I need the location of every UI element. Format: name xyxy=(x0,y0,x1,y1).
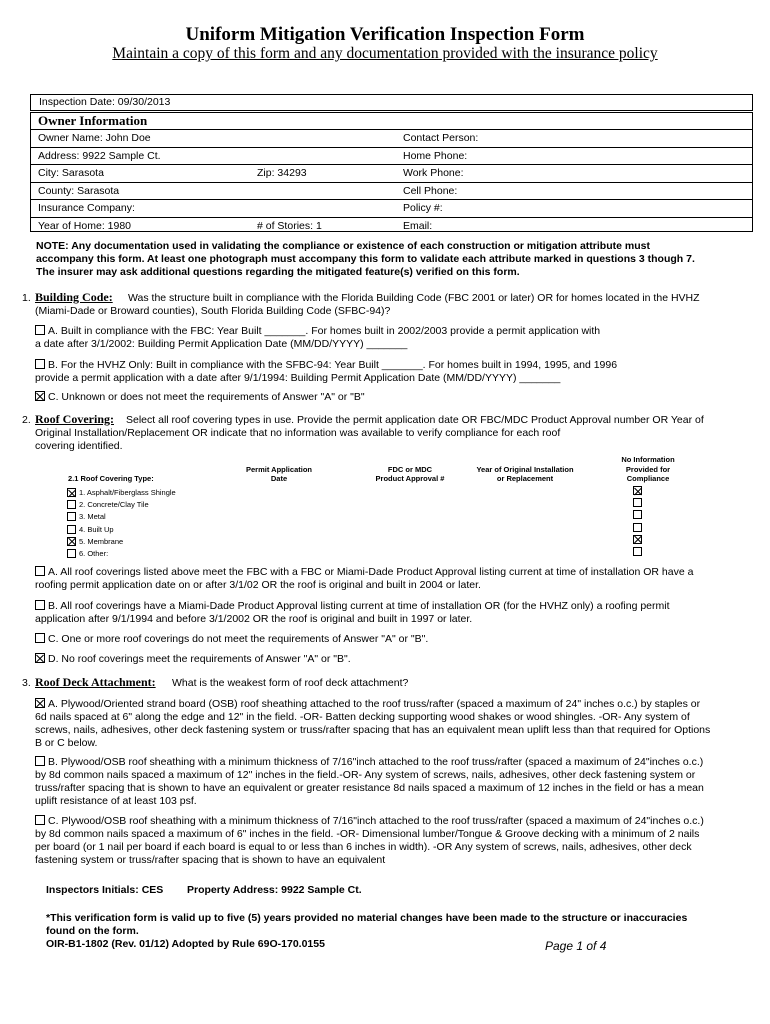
noinfo-header: No Information xyxy=(621,455,675,464)
q2-d-label: D. No roof coverings meet the requirements of Answer "A" or "B". xyxy=(48,653,351,665)
note-line: accompany this form. At least one photograph must accompany this form to validate each attribute marked in questions 3 though 7. xyxy=(36,253,695,265)
inspection-date: Inspection Date: 09/30/2013 xyxy=(39,96,171,108)
owner-row xyxy=(31,218,752,235)
policy-field[interactable]: Policy #: xyxy=(403,202,443,214)
form-subtitle: Maintain a copy of this form and any documentation provided with the insurance policy xyxy=(112,45,658,62)
q3-text: What is the weakest form of roof deck attachment? xyxy=(172,677,409,689)
roof-type-checkbox[interactable] xyxy=(67,525,76,534)
q2-text: covering identified. xyxy=(35,440,123,452)
q3-c-checkbox[interactable] xyxy=(35,815,45,825)
q2-text: Original Installation/Replacement OR indicate that no information was available to verify compliance for each roof xyxy=(35,427,561,439)
q1-a-label: A. Built in compliance with the FBC: Year Built _______. For homes built in 2002/2003 provide a permit application with xyxy=(48,325,601,337)
roof-type-label: 2. Concrete/Clay Tile xyxy=(79,500,149,510)
owner-information-table xyxy=(30,112,753,232)
q3-b-checkbox[interactable] xyxy=(35,756,45,766)
inspection-date-box xyxy=(30,94,753,111)
no-information-checkbox[interactable] xyxy=(633,510,642,519)
roof-type-checkbox[interactable] xyxy=(67,488,76,497)
no-information-checkbox[interactable] xyxy=(633,547,642,556)
q2-option-b xyxy=(35,600,670,614)
q1-option-c xyxy=(35,391,365,405)
zip-field[interactable]: Zip: 34293 xyxy=(257,167,307,179)
county-field[interactable]: County: Sarasota xyxy=(38,184,120,197)
q2-option-a xyxy=(35,566,693,580)
q1-a-checkbox[interactable] xyxy=(35,325,45,335)
q1-c-checkbox[interactable] xyxy=(35,391,45,401)
q2-text: Select all roof covering types in use. Provide the permit application date OR FBC/MDC Product Approval number OR Year of xyxy=(126,414,704,426)
q2-option-d xyxy=(35,653,351,667)
owner-information-heading: Owner Information xyxy=(31,113,752,130)
permit-header: Permit Application xyxy=(246,465,312,474)
home-phone-field[interactable]: Home Phone: xyxy=(403,149,468,162)
form-title: Uniform Mitigation Verification Inspection Form xyxy=(185,24,585,45)
inspector-initials: Inspectors Initials: CES xyxy=(46,884,164,896)
q2-heading: Roof Covering: xyxy=(35,412,114,426)
q3-c-label-cont: fastening system or truss/rafter spacing that is shown to have an equivalent xyxy=(35,854,386,866)
q3-a-label-cont: 6d nails spaced at 6" along the edge and 12" in the field. -OR- Batten decking supporting wood shakes or wood shingles. -OR- Any system of xyxy=(35,711,690,723)
q3-a-checkbox[interactable] xyxy=(35,698,45,708)
no-information-checkbox[interactable] xyxy=(633,535,642,544)
roof-type-checkbox[interactable] xyxy=(67,549,76,558)
roof-type-header: 2.1 Roof Covering Type: xyxy=(68,474,154,483)
q2-a-label: A. All roof coverings listed above meet the FBC with a FBC or Miami-Dade Product Approval listing current at time of installation OR have a xyxy=(48,566,694,578)
no-information-checkbox[interactable] xyxy=(633,498,642,507)
roof-type-label: 1. Asphalt/Fiberglass Shingle xyxy=(79,488,176,497)
q2-option-c xyxy=(35,633,428,647)
noinfo-header: Provided for xyxy=(625,465,671,474)
q1-b-label: B. For the HVHZ Only: Built in compliance with the SFBC-94: Year Built _______. For homes built in 1994, 1995, and 1996 xyxy=(48,359,618,371)
q3-b-label-cont: by 8d common nails spaced a maximum of 12" inches in the field.-OR- Any system of screws, nails, adhesives, other deck fastening system or xyxy=(35,769,696,781)
q2-number: 2. xyxy=(22,414,31,426)
insurance-company-field[interactable]: Insurance Company: xyxy=(38,202,135,214)
q1-number: 1. xyxy=(22,292,31,304)
q3-number: 3. xyxy=(22,677,31,689)
year-of-home-field[interactable]: Year of Home: 1980 xyxy=(38,219,132,232)
roof-type-label: 3. Metal xyxy=(79,512,106,522)
owner-row xyxy=(31,148,752,166)
q2-b-checkbox[interactable] xyxy=(35,600,45,610)
roof-type-label: 5. Membrane xyxy=(79,536,124,546)
roof-type-label: 6. Other: xyxy=(79,549,109,558)
validity-note: found on the form. xyxy=(46,925,139,937)
roof-type-label: 4. Built Up xyxy=(79,524,114,534)
q2-c-label: C. One or more roof coverings do not meet the requirements of Answer "A" or "B". xyxy=(48,633,429,645)
q1-heading: Building Code: xyxy=(35,290,113,304)
q2-b-label-cont: application after 9/1/1994 and before 3/1/2002 OR the roof is original and built in 1997 or later. xyxy=(35,613,473,625)
q3-option-c xyxy=(35,815,704,829)
q2-b-label: B. All roof coverings have a Miami-Dade Product Approval listing current at time of installation OR (for the HVHZ only) a roofing permit xyxy=(48,600,670,612)
q3-option-b xyxy=(35,756,703,770)
page-number: Page 1 of 4 xyxy=(545,939,607,953)
form-id: OIR-B1-1802 (Rev. 01/12) Adopted by Rule 69O-170.0155 xyxy=(46,938,325,950)
no-information-checkbox[interactable] xyxy=(633,523,642,532)
roof-type-checkbox[interactable] xyxy=(67,500,76,509)
year-header: or Replacement xyxy=(496,474,554,483)
owner-row xyxy=(31,165,752,183)
roof-type-checkbox[interactable] xyxy=(67,537,76,546)
note-line: The insurer may ask additional questions regarding the mitigated feature(s) verified on this form. xyxy=(36,266,520,278)
q1-option-a xyxy=(35,325,600,339)
permit-header: Date xyxy=(270,474,288,483)
q3-c-label-cont: per board (or 1 nail per board if each board is equal to or less than 6 inches in width). -OR Any system of screws, nails, adhesives, other deck xyxy=(35,841,692,853)
cell-phone-field[interactable]: Cell Phone: xyxy=(403,184,458,197)
q3-a-label: A. Plywood/Oriented strand board (OSB) roof sheathing attached to the roof truss/rafter (spaced a maximum of 24" inches o.c.) by staples or xyxy=(48,698,701,710)
q3-b-label: B. Plywood/OSB roof sheathing with a minimum thickness of 7/16"inch attached to the roof truss/rafter (spaced a maximum of 24"inches o.c.) xyxy=(48,756,704,768)
fdc-header: FDC or MDC xyxy=(387,465,433,474)
work-phone-field[interactable]: Work Phone: xyxy=(403,167,464,179)
q3-b-label-cont: truss/rafter spacing that is shown to have an equivalent or greater resistance 8d nails spaced a maximum of 12 inches in the field or has a mean xyxy=(35,782,704,794)
note-line: NOTE: Any documentation used in validating the compliance or existence of each construction or mitigation attribute must xyxy=(36,240,650,252)
q3-b-label-cont: uplift resistance of at least 103 psf. xyxy=(35,795,197,807)
noinfo-header: Compliance xyxy=(626,474,670,483)
q1-option-b xyxy=(35,359,617,373)
validity-note: *This verification form is valid up to five (5) years provided no material changes have been made to the structure or inaccuracies xyxy=(46,912,688,924)
owner-row xyxy=(31,183,752,201)
q2-a-label-cont: roofing permit application date on or after 3/1/02 OR the roof is original and built in 2004 or later. xyxy=(35,579,481,591)
q3-a-label-cont: screws, nails, adhesives, other deck fastening system or truss/rafter spacing that has an equivalent mean uplift less than that required for Options xyxy=(35,724,711,736)
q3-c-label-cont: by 8d common nails spaced a maximum of 6" inches in the field. -OR- Dimensional lumber/Tongue & Groove decking with a minimum of 2 nails xyxy=(35,828,700,840)
year-header: Year of Original Installation xyxy=(476,465,574,474)
q3-c-label: C. Plywood/OSB roof sheathing with a minimum thickness of 7/16"inch attached to the roof truss/rafter (spaced a maximum of 24"inches o.c.) xyxy=(48,815,704,827)
owner-row xyxy=(31,200,752,218)
fdc-header: Product Approval # xyxy=(375,474,445,483)
owner-row xyxy=(31,130,752,148)
q1-b-label-cont: provide a permit application with a date after 9/1/1994: Building Permit Application Date (MM/DD/YYYY) _______ xyxy=(35,372,561,384)
q2-c-checkbox[interactable] xyxy=(35,633,45,643)
q1-b-checkbox[interactable] xyxy=(35,359,45,369)
email-field[interactable]: Email: xyxy=(403,219,433,232)
city-field[interactable]: City: Sarasota xyxy=(38,167,104,179)
roof-type-checkbox[interactable] xyxy=(67,512,76,521)
q1-a-label-cont: a date after 3/1/2002: Building Permit Application Date (MM/DD/YYYY) _______ xyxy=(35,338,408,350)
owner-name-field[interactable]: Owner Name: John Doe xyxy=(38,132,151,144)
property-address: Property Address: 9922 Sample Ct. xyxy=(187,884,362,896)
no-information-checkbox[interactable] xyxy=(633,486,642,495)
stories-field[interactable]: # of Stories: 1 xyxy=(257,219,322,232)
q1-text: Was the structure built in compliance with the Florida Building Code (FBC 2001 or later) OR for homes located in the HVHZ xyxy=(128,292,700,304)
q2-a-checkbox[interactable] xyxy=(35,566,45,576)
contact-person-field[interactable]: Contact Person: xyxy=(403,132,479,144)
q3-option-a xyxy=(35,698,700,712)
q2-d-checkbox[interactable] xyxy=(35,653,45,663)
address-field[interactable]: Address: 9922 Sample Ct. xyxy=(38,149,161,162)
q3-a-label-cont: B or C below. xyxy=(35,737,98,749)
q3-heading: Roof Deck Attachment: xyxy=(35,675,156,689)
q1-c-label: C. Unknown or does not meet the requirements of Answer "A" or "B" xyxy=(48,391,365,403)
q1-text: (Miami-Dade or Broward counties), South Florida Building Code (SFBC-94)? xyxy=(35,305,391,317)
